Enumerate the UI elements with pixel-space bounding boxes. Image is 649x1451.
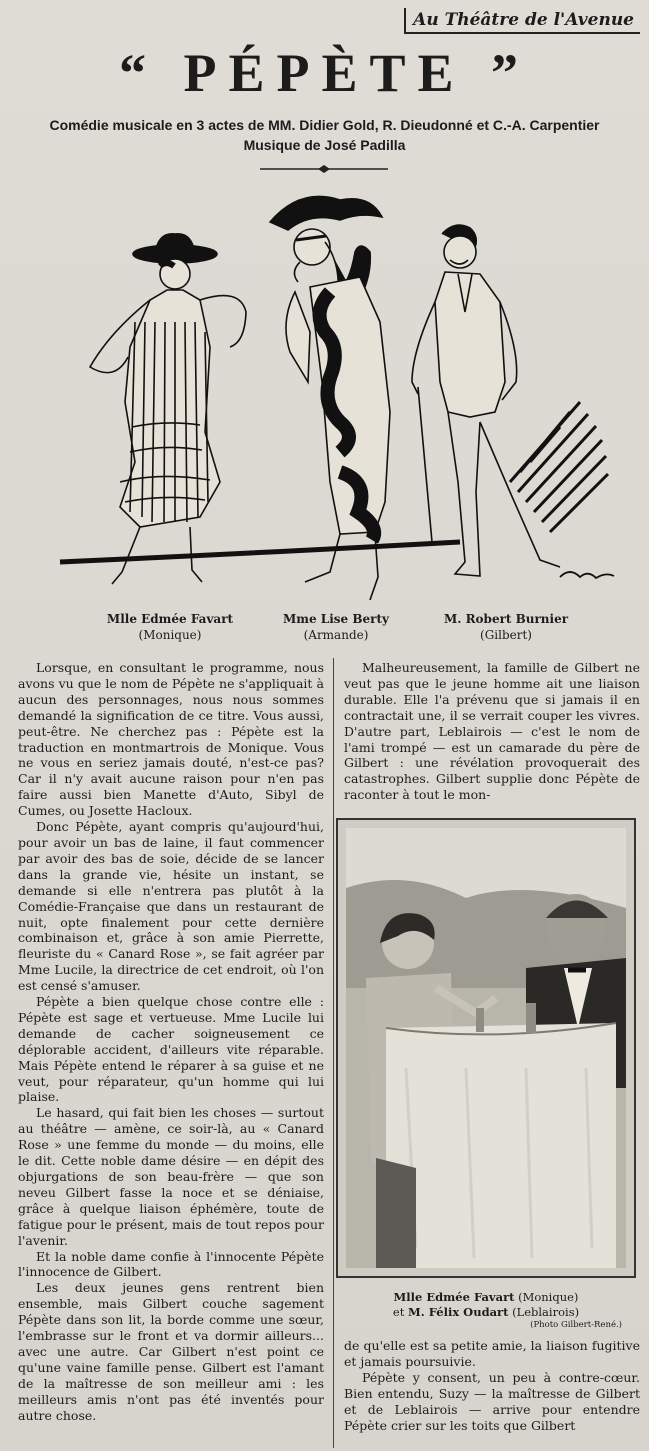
paragraph: Malheureusement, la famille de Gilbert ne veut pas que le jeune homme ait une liaison durable. Elle l'a prévenu que si jamais il en contractait une, il se verrait couper les vivres. D'autre part, Leblairois — c'est le nom de l'ami trompé — est un camarade du père de Gilbert : une révélation provoquerait des catastrophes. Gilbert supplie donc Pépète de raconter à tout le mon- — [344, 660, 640, 803]
page-title: “ PÉPÈTE ” — [118, 43, 531, 103]
caption-cast-3 — [406, 611, 606, 643]
ornament-rule — [258, 164, 390, 174]
photo-role-2: (Leblairois) — [512, 1305, 580, 1319]
paragraph: Les deux jeunes gens rentrent bien ensemble, mais Gilbert couche sagement Pépète dans son lit, la borde comme une sœur, l'embrasse sur le front et va dormir ailleurs... avec une autre. Car Gilbert n'est point ce qu'une vaine famille pense. Gilbert est l'amant de la maîtresse de son meilleur ami : les meilleurs amis n'ont pas été inventés pour autre chose. — [18, 1280, 324, 1423]
figure-armande — [270, 196, 390, 600]
cast-role-1: (Monique) — [138, 628, 202, 642]
figure-gilbert — [412, 225, 614, 578]
cast-name-3: M. Robert Burnier — [443, 612, 569, 626]
article-column-left — [18, 660, 324, 1424]
cast-role-2: (Armande) — [303, 628, 369, 642]
photo-role-1: (Monique) — [518, 1290, 579, 1304]
cast-drawing — [40, 182, 620, 612]
photo-credit: (Photo Gilbert-René.) — [530, 1320, 622, 1330]
floor-line — [60, 542, 460, 562]
paragraph: de qu'elle est sa petite amie, la liaison fugitive et jamais poursuivie. — [344, 1338, 640, 1369]
section-tag: Au Théâtre de l'Avenue — [404, 8, 640, 34]
paragraph: Donc Pépète, ayant compris qu'aujourd'hui, pour avoir un bas de laine, il faut commencer par avoir des bas de soie, décide de se lancer dans la grande vie, hésite un instant, se demande si elle n'entrera pas plutôt à la Comédie-Française que dans un restaurant de nuit, opte finalement pour cette dernière combinaison et, grâce à son amie Pierrette, fleuriste du « Canard Rose », se fait agréer par Mme Lucile, la directrice de cet endroit, où l'on est censé s'amuser. — [18, 819, 324, 994]
cast-name-2: Mme Lise Berty — [283, 612, 389, 626]
paragraph: Lorsque, en consultant le programme, nous avons vu que le nom de Pépète ne s'appliquait à aucun des personnages, nous nous sommes demandé la signification de ce titre. Vous aussi, peut-être. Ne cherchez pas : Pépète est la traduction en montmartrois de Monique. Vous ne vous en seriez jamais douté, n'est-ce pas? Car il n'y avait aucune raison pour n'en pas faire aussi bien Manette d'Auto, Sibyl de Cumes, ou Josette Hacloux. — [18, 660, 324, 819]
photo-name-1: Mlle Edmée Favart — [393, 1290, 515, 1304]
paragraph: Et la noble dame confie à l'innocente Pépète l'innocence de Gilbert. — [18, 1248, 324, 1280]
photo-conjunction: et — [392, 1305, 405, 1319]
cast-name-1: Mlle Edmée Favart — [106, 612, 234, 626]
music-credit: Musique de José Padilla — [243, 137, 406, 153]
article-column-right-bottom — [344, 1338, 640, 1433]
column-divider — [333, 658, 334, 1448]
figure-monique — [90, 234, 246, 584]
cast-role-3: (Gilbert) — [480, 628, 532, 642]
paragraph: Pépète y consent, un peu à contre-cœur. Bien entendu, Suzy — la maîtresse de Gilbert et de Leblairois — arrive pour entendre Pépète crier sur les toits que Gilbert — [344, 1369, 640, 1433]
photo-image — [346, 828, 626, 1268]
paragraph: Le hasard, qui fait bien les choses — surtout au théâtre — amène, ce soir-là, au « Canard Rose » une femme du monde — du moins, elle le dit. Cette noble dame désire — en dépit des objurgations de son beau-frère — que son neveu Gilbert fasse la noce et se déniaise, grâce à quelque liaison éphémère, toute de fatigue pour le présent, mais de tout repos pour l'avenir. — [18, 1105, 324, 1248]
play-credits: Comédie musicale en 3 actes de MM. Didier Gold, R. Dieudonné et C.-A. Carpentier — [49, 117, 600, 133]
paragraph: Pépète a bien quelque chose contre elle : Pépète est sage et vertueuse. Mme Lucile lui demande de cacher soigneusement ce déplorable accident, d'ailleurs vite réparable. Mais Pépète entend le réparer à sa guise et ne veut, pour réparateur, qu'un homme qui lui plaise. — [18, 994, 324, 1105]
photo-name-2: M. Félix Oudart — [408, 1305, 509, 1319]
photo-caption — [336, 1290, 636, 1331]
article-column-right-top — [344, 660, 640, 803]
photo — [336, 818, 636, 1278]
